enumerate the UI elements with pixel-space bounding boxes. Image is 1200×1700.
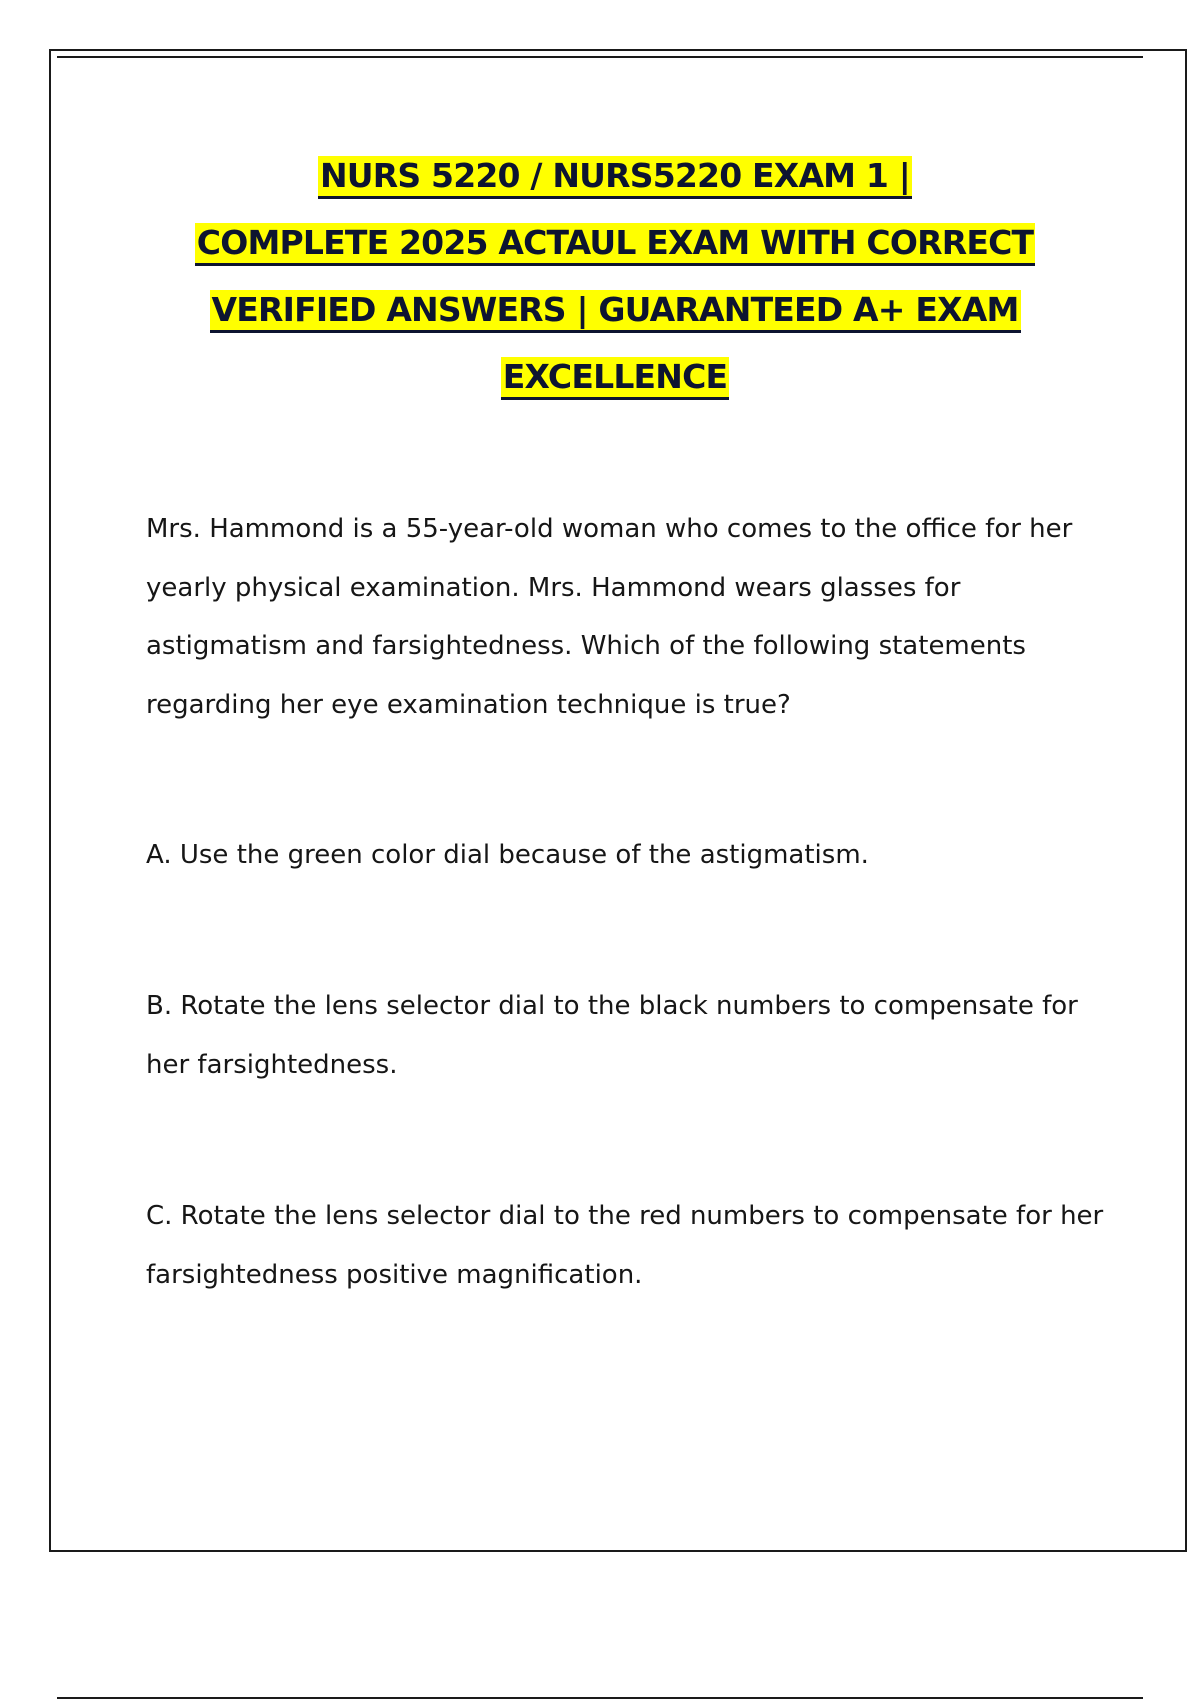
question-text: Mrs. Hammond is a 55-year-old woman who comes to the office for her yearly physical examination. Mrs. Hammond wears glasses for astigmatism and farsightedness. Which of the following statements regarding her eye examination technique is true? bbox=[146, 514, 1073, 720]
title-line-2 bbox=[60, 209, 1170, 276]
answer-option-c: C. Rotate the lens selector dial to the red numbers to compensate for her farsightedness positive magnification. bbox=[146, 1201, 1104, 1290]
title-line-4-text: EXCELLENCE bbox=[501, 357, 730, 400]
answer-option-b: B. Rotate the lens selector dial to the black numbers to compensate for her farsightedness. bbox=[146, 991, 1078, 1080]
title-line-1 bbox=[60, 142, 1170, 209]
top-rule bbox=[57, 56, 1143, 58]
title-line-1-text: NURS 5220 / NURS5220 EXAM 1 | bbox=[318, 156, 912, 199]
title-line-4 bbox=[60, 343, 1170, 410]
title-line-2-text: COMPLETE 2025 ACTAUL EXAM WITH CORRECT bbox=[195, 223, 1035, 266]
answer-option-a: A. Use the green color dial because of the astigmatism. bbox=[146, 840, 869, 870]
title-line-3-text: VERIFIED ANSWERS | GUARANTEED A+ EXAM bbox=[210, 290, 1021, 333]
title-line-3 bbox=[60, 276, 1170, 343]
document-title bbox=[60, 142, 1170, 410]
bottom-rule bbox=[57, 1697, 1143, 1699]
